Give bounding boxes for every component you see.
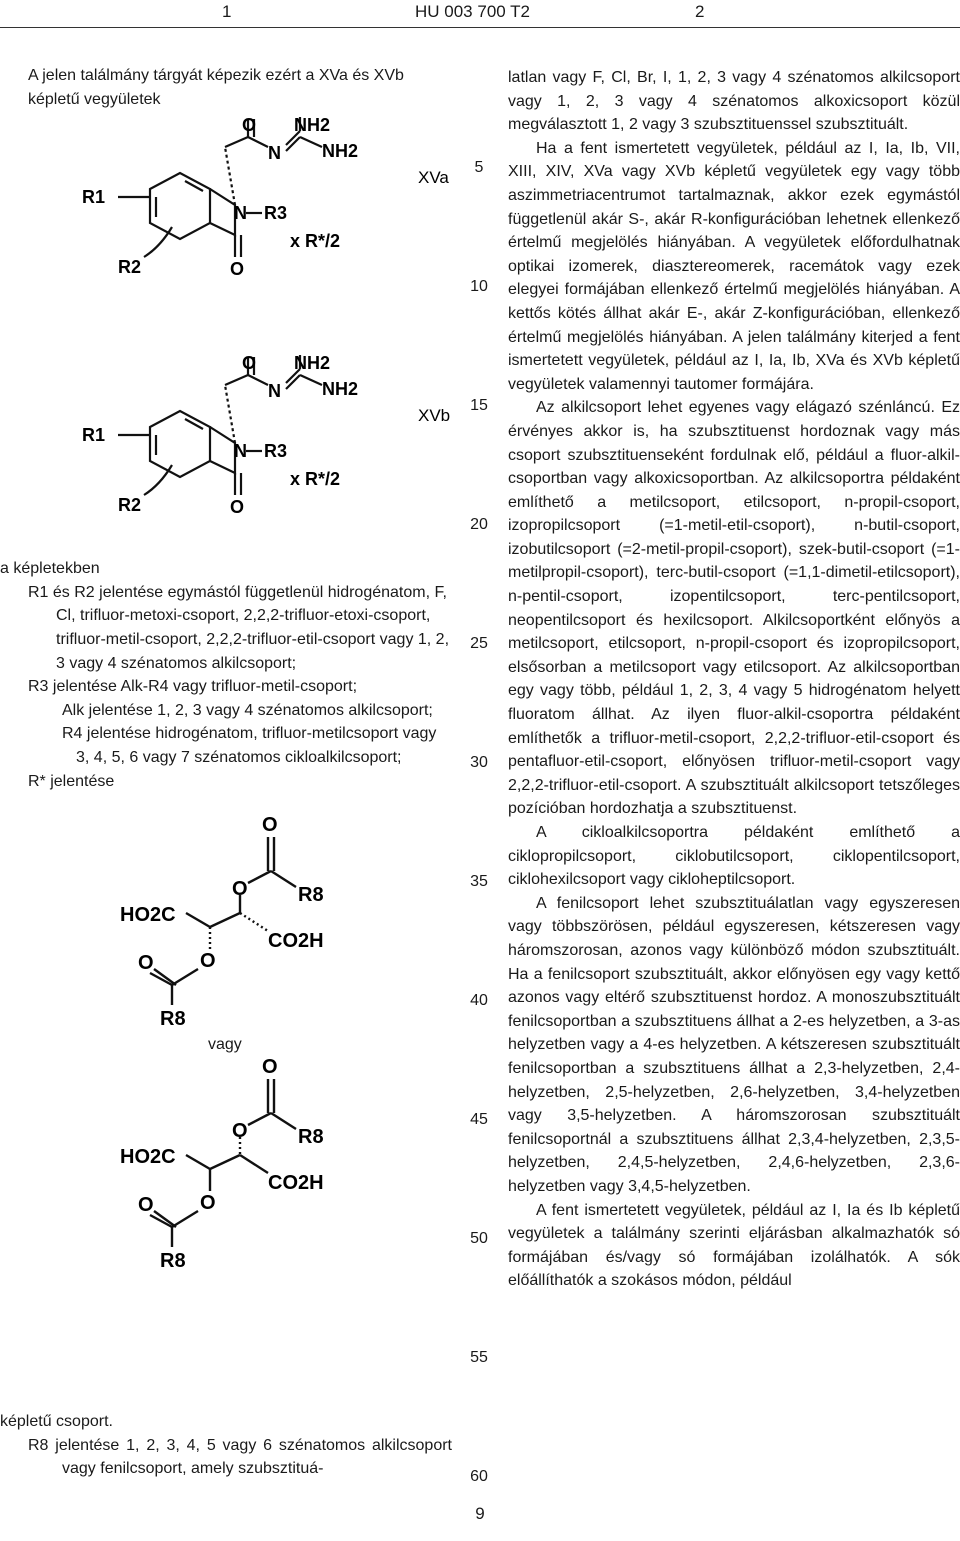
atom-nh2-right: NH2 (322, 379, 359, 400)
atom-nh2-right: NH2 (322, 141, 359, 162)
atom-o2: O (232, 1119, 248, 1142)
line-number: 55 (470, 1349, 488, 1366)
atom-o4: O (138, 1193, 154, 1216)
page-number: 9 (475, 1504, 485, 1523)
salt-formula: x R*/2 (290, 469, 341, 490)
line-number: 25 (470, 635, 488, 652)
line-number: 20 (470, 516, 488, 533)
atom-r8a: R8 (298, 1125, 324, 1148)
line-number: 10 (470, 278, 488, 295)
line-number: 45 (470, 1111, 488, 1128)
atom-o1: O (262, 1058, 278, 1078)
atom-ho2c: HO2C (120, 904, 176, 927)
line-number: 60 (470, 1468, 488, 1485)
atom-o3: O (200, 950, 216, 973)
def-r4: R4 jelentése hidrogénatom, trifluor-metilcsoport vagy 3, 4, 5, 6 vagy 7 szénatomos cikloalkilcsoport; (62, 725, 437, 766)
paragraph: A fent ismertetett vegyületek, például az I, Ia és Ib képletű vegyületek a találmány szerinti eljárásban alkalmazhatók só formájában és/vagy só formájában izolálhatók. A sók előállíthatók a szokásos módon, például (508, 1201, 960, 1290)
atom-r2: R2 (118, 257, 142, 278)
header-left-page-number: 1 (222, 2, 232, 21)
atom-o-top: O (242, 117, 257, 136)
line-number: 15 (470, 397, 488, 414)
def-r8: R8 jelentése 1, 2, 3, 4, 5 vagy 6 szénatomos alkilcsoport vagy fenilcsoport, amely szubsztituá- (28, 1436, 452, 1478)
def-intro: a képletekben (0, 560, 100, 578)
atom-o-bottom: O (230, 497, 245, 518)
atom-o-top: O (242, 353, 257, 374)
atom-r8a: R8 (298, 884, 324, 907)
header-document-id: HU 003 700 T2 (415, 2, 530, 21)
paragraph: A cikloalkilcsoportra példaként említhető a ciklopropilcsoport, ciklobutilcsoport, ciklopentilcsoport, ciklohexilcsoport vagy cikloheptilcsoport. (508, 824, 960, 889)
atom-co2h: CO2H (268, 1171, 324, 1194)
line-number: 40 (470, 992, 488, 1009)
atom-r1: R1 (82, 425, 106, 446)
atom-nh2-top: NH2 (294, 353, 331, 374)
atom-n-imine: N (268, 143, 281, 164)
line-number: 5 (474, 159, 484, 176)
atom-co2h: CO2H (268, 930, 324, 953)
right-column (508, 66, 960, 1293)
atom-ho2c: HO2C (120, 1145, 176, 1168)
atom-o4: O (138, 952, 154, 975)
header-rule (0, 27, 960, 28)
def-r3: R3 jelentése Alk-R4 vagy trifluor-metil-csoport; (28, 678, 358, 696)
atom-o3: O (200, 1191, 216, 1214)
line-number: 30 (470, 754, 488, 771)
formula-end: képletű csoport. (0, 1413, 113, 1430)
atom-n-ring: N (234, 203, 247, 224)
atom-r3: R3 (264, 441, 288, 462)
structure-tartrate-2 (0, 1059, 452, 1289)
left-column (0, 64, 452, 1478)
paragraph: latlan vagy F, Cl, Br, I, 1, 2, 3 vagy 4 szénatomos alkilcsoport vagy 1, 2, 3 vagy 4 szénatomos alkoxicsoport közül megválasztott 1, 2 vagy 3 szubsztituenssel szubsztituált. (508, 69, 960, 134)
atom-n-ring: N (234, 441, 247, 462)
def-rstar: R* jelentése (28, 772, 115, 790)
atom-r8b: R8 (160, 1249, 186, 1272)
line-number: 35 (470, 873, 488, 890)
structure-xvb (0, 347, 452, 557)
vagy-label: vagy (208, 1036, 242, 1054)
atom-o2: O (232, 878, 248, 901)
header-right-page-number: 2 (695, 2, 705, 21)
paragraph: Az alkilcsoport lehet egyenes vagy elágazó szénláncú. Ez érvényes akkor is, ha szubsztituenst hordoznak vagy más csoport szubsztituenseként fordulnak elő, például a fluor-alkil-csoportban vagy alkoxicsoportban. Az alkilcsoportra példaként említhető a metilcsoport, etilcsoport, n-propil-csoport, izopropilcsoport (=1-metil-etil-csoport), n-butil-csoport, izobutilcsoport (=2-metil-propil-csoport), szek-butil-csoport (=1-metilpropil-csoport), terc-butil-csoport (=1,1-dimetil-etilcsoport), n-pentil-csoport, izopentilcsoport, terc-pentilcsoport, neopentilcsoport és hexilcsoport. Alkilcsoportként előnyös a metilcsoport, etilcsoport, n-propil-csoport és izopropilcsoport, elsősorban a metilcsoport vagy etilcsoport. Az alkilcsoportban egy vagy több, például 1, 2, 3, 4 vagy 5 hidrogénatom helyett fluoratom állhat. Az ilyen fluor-alkil-csoportra példaként említhetők a trifluor-metil-csoport, 2,2,2-trifluor-etil-csoport és pentafluor-etil-csoport, előnyösen trifluor-metil-csoport vagy 2,2,2-trifluor-etil-csoport. A szubsztituált alkilcsoport tetszőleges pozícióban hordozhatja a szubsztituenst. (508, 399, 960, 818)
paragraph: A fenilcsoport lehet szubsztituálatlan vagy egyszeresen vagy többszörösen, például egyszeresen, kétszeresen vagy háromszorosan, azonos vagy különböző módon szubsztituált. Ha a fenilcsoport szubsztituált, akkor előnyösen egy vagy kettő azonos vagy eltérő szubsztituenst hordoz. A monoszubsztituált fenilcsoportban a szubsztituens állhat a 2-es helyzetben, a 3-as helyzetben vagy a 4-es helyzetben. A kétszeresen szubsztituált fenilcsoportban a szubsztituens állhat a 2,3-helyzetben, 2,4-helyzetben, 2,5-helyzetben, 2,6-helyzetben, 3,4-helyzetben vagy 3,5-helyzetben. A háromszorosan szubsztituált fenilcsoportnál a szubsztituens állhat 2,3,4-helyzetben, 2,3,5-helyzetben, 2,4,5-helyzetben, 2,4,6-helyzetben, 2,3,6-helyzetben vagy 3,4,5-helyzetben. (508, 894, 960, 1195)
atom-r1: R1 (82, 187, 106, 208)
atom-n-imine: N (268, 381, 281, 402)
atom-r3: R3 (264, 203, 288, 224)
def-r1-r2: R1 és R2 jelentése egymástól függetlenül hidrogénatom, F, Cl, trifluor-metoxi-csoport, 2,2,2-trifluor-etoxi-csoport, trifluor-metil-csoport, 2,2,2-trifluor-etil-csoport vagy 1, 2, 3 vagy 4 szénatomos alkilcsoport; (28, 583, 450, 672)
atom-r2: R2 (118, 495, 142, 516)
salt-formula: x R*/2 (290, 231, 341, 252)
intro-text: A jelen találmány tárgyát képezik ezért a XVa és XVb képletű vegyületek (28, 67, 404, 108)
line-number: 50 (470, 1230, 488, 1247)
paragraph: Ha a fent ismertetett vegyületek, például az I, Ia, Ib, VII, XIII, XIV, XVa vagy XVb képletű vegyületek egy vagy több aszimmetriacentrumot tartalmaznak, akkor ezek egymástól függetlenül akár S-, akár R-konfigurációban lehetnek ellenkező értelmű megjelölés hiányában. A vegyületek előfordulhatnak optikai izomerek, diasztereomerek, racemátok vagy ezek elegyei formájában ellenkező értelmű megjelölés hiányában. A kettős kötés állhat akár E-, akár Z-konfigurációban, ellenkező értelmű megjelölés hiányában. A jelen találmány kiterjed a fent ismertetett vegyületek, például az I, Ia, Ib, XVa és XVb képletű vegyületek valamennyi tautomer formájára. (508, 139, 960, 393)
atom-o-bottom: O (230, 259, 245, 280)
structure-xva (0, 117, 452, 319)
atom-nh2-top: NH2 (294, 117, 331, 136)
structure-tartrate-1 (0, 809, 452, 1041)
atom-o1: O (262, 814, 278, 837)
def-alk: Alk jelentése 1, 2, 3 vagy 4 szénatomos alkilcsoport; (62, 701, 433, 719)
formula-label-xva: XVa (418, 168, 449, 188)
atom-r8b: R8 (160, 1008, 186, 1031)
formula-label-xvb: XVb (418, 406, 451, 426)
